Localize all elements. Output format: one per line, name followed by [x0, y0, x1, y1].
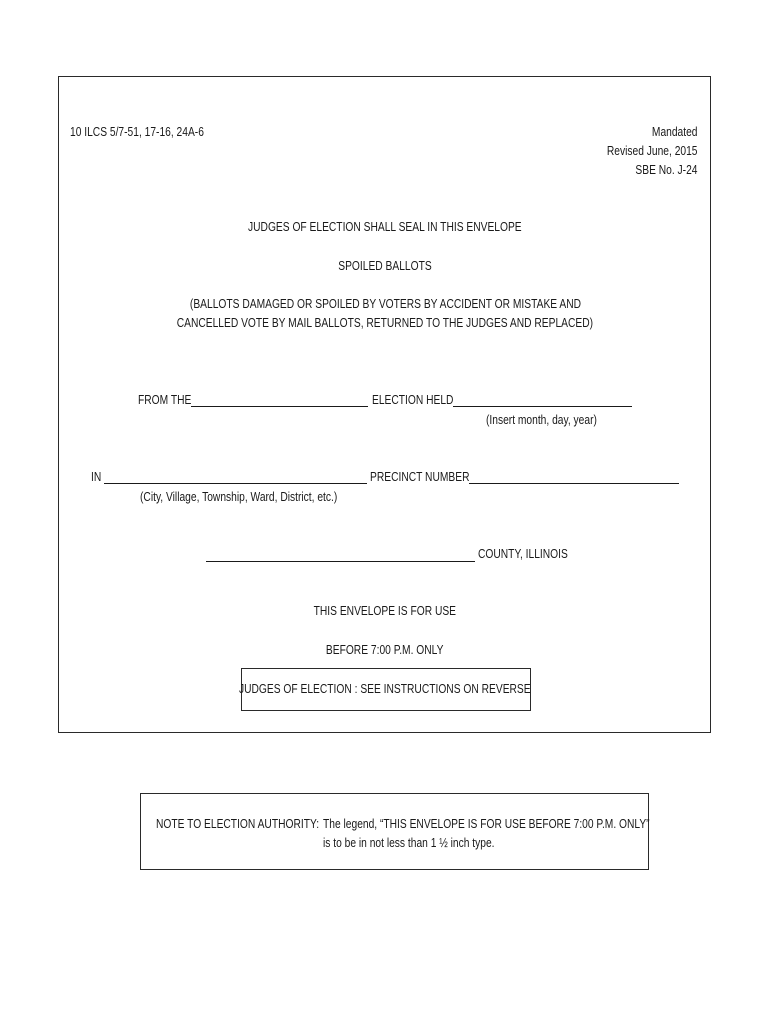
- revised-date: Revised June, 2015: [606, 144, 697, 158]
- date-hint: (Insert month, day, year): [486, 413, 597, 427]
- from-the-label: FROM THE: [138, 393, 192, 407]
- election-held-label: ELECTION HELD: [372, 393, 454, 407]
- description-line-2: CANCELLED VOTE BY MAIL BALLOTS, RETURNED TO THE JUDGES AND REPLACED): [176, 316, 594, 330]
- description-line-1: (BALLOTS DAMAGED OR SPOILED BY VOTERS BY ACCIDENT OR MISTAKE AND: [189, 297, 581, 311]
- mandated-label: Mandated: [651, 125, 697, 139]
- instructions-text: JUDGES OF ELECTION : SEE INSTRUCTIONS ON REVERSE: [239, 682, 531, 696]
- page-title: SPOILED BALLOTS: [338, 259, 432, 273]
- in-label: IN: [91, 470, 102, 484]
- seal-instruction: JUDGES OF ELECTION SHALL SEAL IN THIS ENVELOPE: [248, 220, 522, 234]
- statute-reference: 10 ILCS 5/7-51, 17-16, 24A-6: [70, 125, 204, 139]
- form-number: SBE No. J-24: [634, 163, 697, 177]
- note-text-line-1: The legend, “THIS ENVELOPE IS FOR USE BEFORE 7:00 P.M. ONLY”: [323, 817, 650, 831]
- place-field[interactable]: [104, 471, 367, 484]
- precinct-number-label: PRECINCT NUMBER: [370, 470, 470, 484]
- form-meta: [587, 123, 698, 180]
- election-date-field[interactable]: [453, 394, 632, 407]
- place-hint: (City, Village, Township, Ward, District, etc.): [140, 490, 338, 504]
- precinct-number-field[interactable]: [469, 471, 679, 484]
- county-label: COUNTY, ILLINOIS: [478, 547, 568, 561]
- county-field[interactable]: [206, 549, 475, 562]
- election-name-field[interactable]: [191, 394, 368, 407]
- use-notice-line-2: BEFORE 7:00 P.M. ONLY: [326, 643, 444, 657]
- use-notice-line-1: THIS ENVELOPE IS FOR USE: [313, 604, 457, 618]
- note-text-line-2: is to be in not less than 1 ½ inch type.: [323, 836, 495, 850]
- note-label: NOTE TO ELECTION AUTHORITY:: [156, 817, 320, 831]
